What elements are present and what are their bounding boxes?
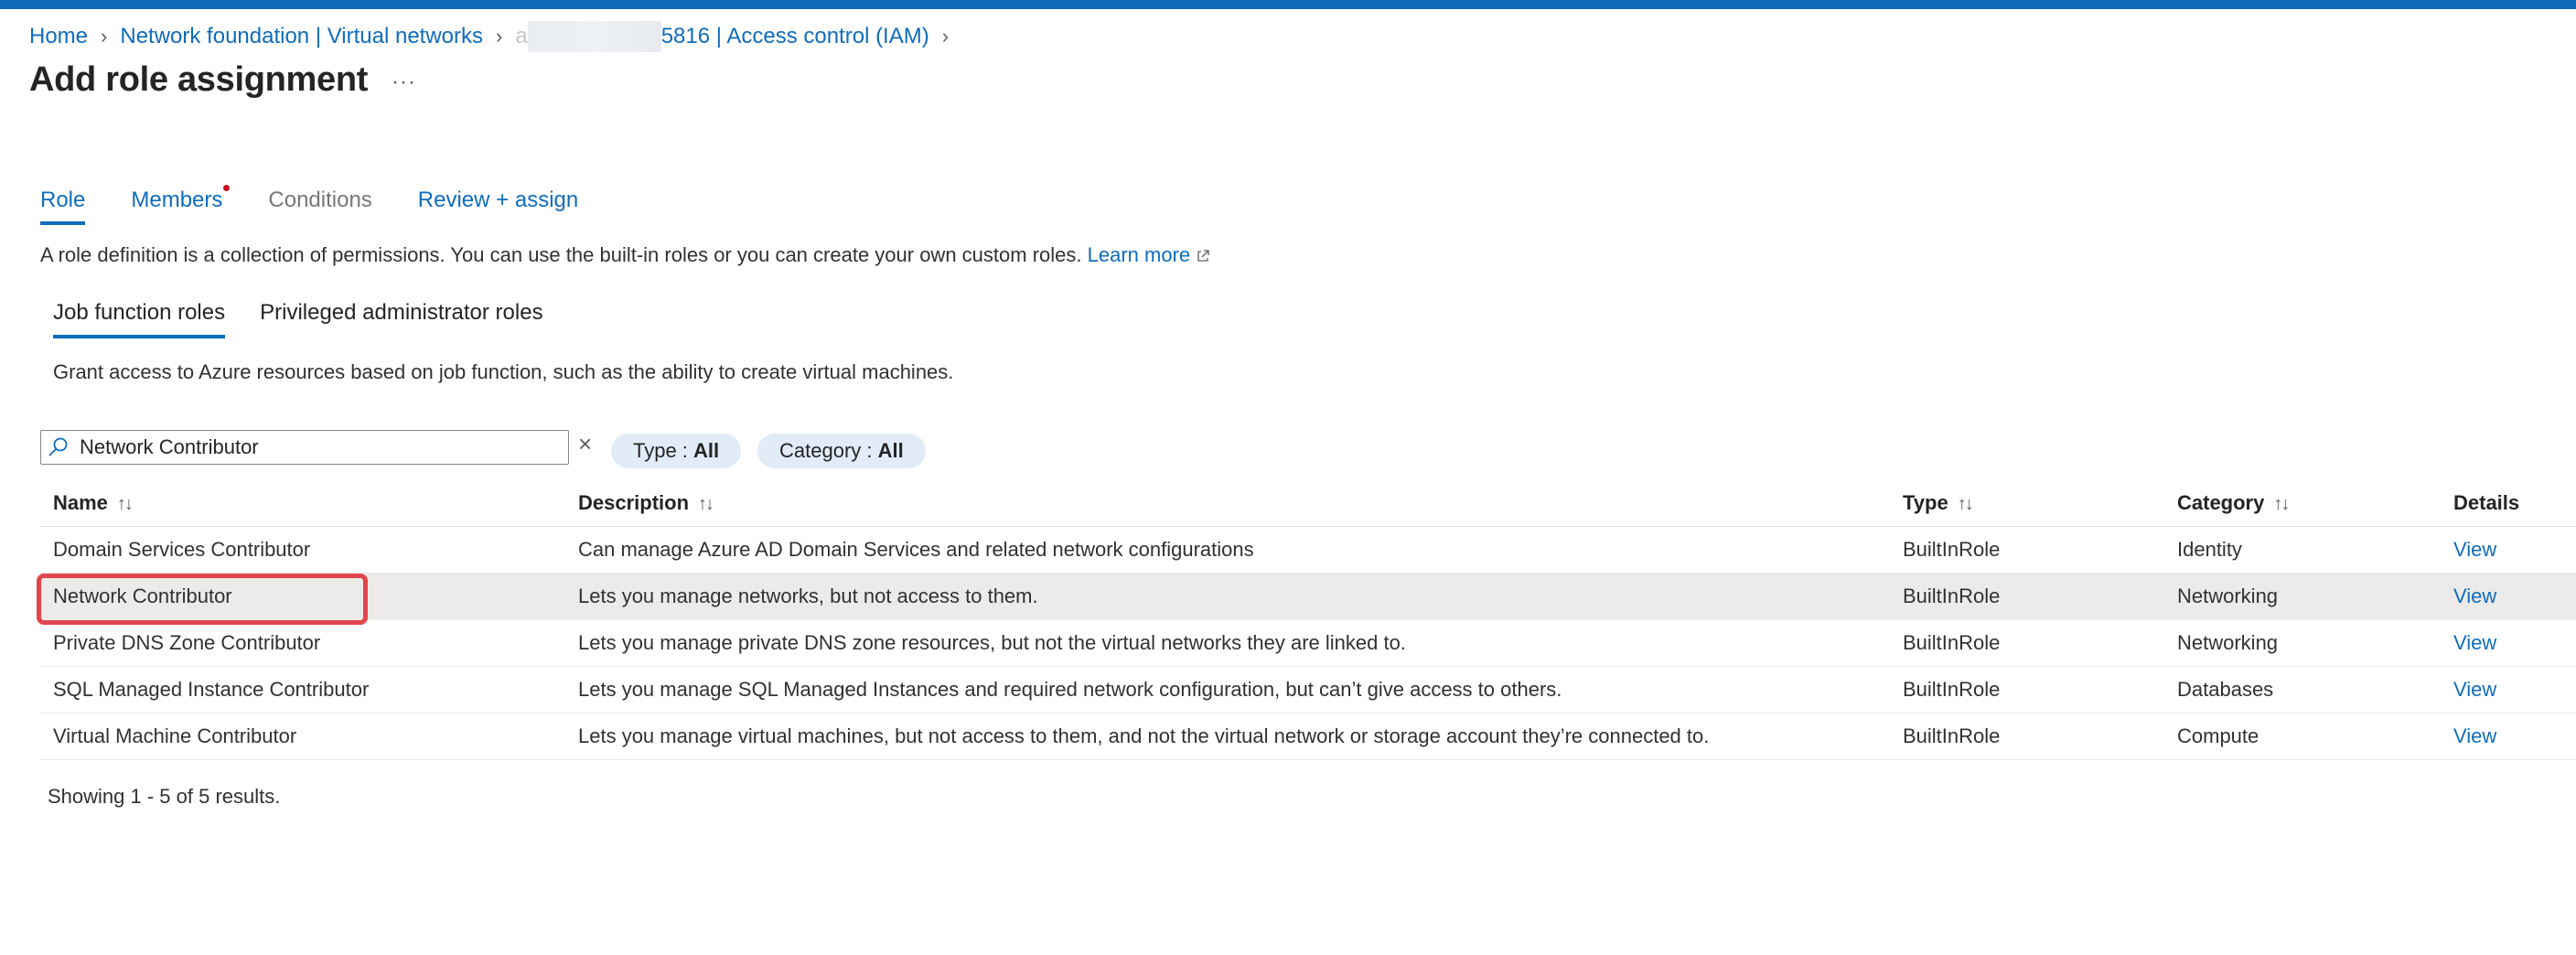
role-category: Databases bbox=[2177, 678, 2274, 701]
column-description-label: Description bbox=[578, 490, 690, 514]
role-type: BuiltInRole bbox=[1903, 724, 2001, 747]
category-filter-pill[interactable] bbox=[757, 434, 926, 468]
column-header-type[interactable] bbox=[1903, 491, 2177, 515]
search-input[interactable] bbox=[78, 435, 535, 460]
role-type: BuiltInRole bbox=[1903, 631, 2001, 654]
role-name: SQL Managed Instance Contributor bbox=[53, 678, 370, 701]
column-header-details: Details bbox=[2453, 490, 2520, 514]
role-category: Networking bbox=[2177, 585, 2279, 607]
type-filter-pill[interactable] bbox=[611, 434, 741, 468]
table-row[interactable] bbox=[40, 714, 2576, 760]
required-dot-icon bbox=[223, 185, 230, 191]
job-function-description: Grant access to Azure resources based on job function, such as the ability to create virtual machines. bbox=[53, 360, 954, 383]
role-description: Lets you manage networks, but not access to them. bbox=[578, 585, 1038, 607]
column-header-description[interactable] bbox=[578, 491, 1903, 515]
tab-review-assign[interactable]: Review + assign bbox=[417, 188, 579, 212]
column-header-name[interactable] bbox=[40, 491, 578, 515]
chevron-right-icon: › bbox=[496, 25, 503, 48]
role-description: Lets you manage SQL Managed Instances and required network configuration, but can’t give access to others. bbox=[578, 678, 1562, 701]
breadcrumb bbox=[29, 20, 961, 53]
role-definition-intro bbox=[40, 243, 1210, 267]
view-details-link[interactable]: View bbox=[2453, 538, 2497, 561]
learn-more-label: Learn more bbox=[1087, 243, 1191, 266]
results-count: Showing 1 - 5 of 5 results. bbox=[48, 785, 281, 808]
role-type: BuiltInRole bbox=[1903, 585, 2001, 607]
tab-conditions[interactable]: Conditions bbox=[268, 188, 372, 212]
column-name-label: Name bbox=[53, 490, 108, 514]
category-filter-label: Category : bbox=[779, 439, 878, 462]
role-name: Network Contributor bbox=[53, 585, 232, 607]
table-row[interactable] bbox=[40, 527, 2576, 574]
clear-search-icon[interactable]: × bbox=[578, 430, 593, 457]
breadcrumb-virtual-networks[interactable]: Network foundation | Virtual networks bbox=[120, 24, 484, 48]
role-description: Lets you manage private DNS zone resources, but not the virtual networks they are linked to. bbox=[578, 631, 1406, 654]
column-header-category[interactable] bbox=[2177, 491, 2453, 515]
more-options-icon[interactable]: ··· bbox=[392, 70, 416, 94]
type-filter-label: Type : bbox=[633, 439, 694, 462]
role-description: Can manage Azure AD Domain Services and related network configurations bbox=[578, 538, 1254, 561]
column-type-label: Type bbox=[1903, 490, 1948, 514]
portal-top-bar bbox=[0, 0, 2576, 9]
external-link-icon bbox=[1196, 249, 1210, 263]
page-title: Add role assignment bbox=[29, 60, 369, 99]
role-type: BuiltInRole bbox=[1903, 678, 2001, 701]
table-row[interactable] bbox=[40, 620, 2576, 667]
tab-privileged-administrator-roles[interactable]: Privileged administrator roles bbox=[260, 300, 543, 325]
role-description: Lets you manage virtual machines, but not access to them, and not the virtual network or storage account they’re connected to. bbox=[578, 724, 1710, 747]
breadcrumb-access-control[interactable]: 5816 | Access control (IAM) bbox=[660, 24, 929, 48]
role-search-box[interactable] bbox=[40, 430, 569, 465]
table-header bbox=[40, 479, 2576, 527]
chevron-right-icon: › bbox=[101, 25, 108, 48]
intro-text: A role definition is a collection of permissions. You can use the built-in roles or you can create your own custom roles. bbox=[40, 243, 1082, 266]
chevron-right-icon: › bbox=[941, 25, 950, 48]
sort-icon[interactable]: ↑↓ bbox=[116, 493, 132, 514]
view-details-link[interactable]: View bbox=[2453, 585, 2497, 607]
tab-job-function-roles[interactable]: Job function roles bbox=[53, 296, 225, 338]
tab-members[interactable] bbox=[131, 183, 222, 225]
roles-table bbox=[40, 479, 2576, 760]
role-category: Compute bbox=[2177, 724, 2259, 747]
view-details-link[interactable]: View bbox=[2453, 631, 2497, 654]
role-type-tabs bbox=[53, 296, 578, 340]
view-details-link[interactable]: View bbox=[2453, 724, 2497, 747]
sort-icon[interactable]: ↑↓ bbox=[698, 493, 714, 514]
role-category: Networking bbox=[2177, 631, 2279, 654]
type-filter-value: All bbox=[693, 439, 720, 462]
table-row[interactable] bbox=[40, 667, 2576, 714]
sort-icon[interactable]: ↑↓ bbox=[2273, 493, 2289, 514]
sort-icon[interactable]: ↑↓ bbox=[1957, 493, 1972, 514]
role-name: Virtual Machine Contributor bbox=[53, 724, 297, 747]
breadcrumb-redacted-prefix: a bbox=[515, 24, 528, 48]
column-category-label: Category bbox=[2177, 490, 2265, 514]
view-details-link[interactable]: View bbox=[2453, 678, 2497, 701]
role-name: Private DNS Zone Contributor bbox=[53, 631, 321, 654]
role-category: Identity bbox=[2177, 538, 2242, 561]
category-filter-value: All bbox=[877, 439, 904, 462]
tab-members-label: Members bbox=[131, 188, 223, 212]
learn-more-link[interactable] bbox=[1088, 243, 1211, 266]
wizard-tabs bbox=[40, 183, 624, 231]
role-name: Domain Services Contributor bbox=[53, 538, 311, 561]
search-icon bbox=[47, 435, 70, 459]
role-type: BuiltInRole bbox=[1903, 538, 2001, 561]
tab-role[interactable]: Role bbox=[40, 183, 85, 225]
breadcrumb-home[interactable]: Home bbox=[29, 24, 89, 48]
redacted-region bbox=[528, 21, 661, 52]
table-row-selected[interactable] bbox=[40, 574, 2576, 620]
